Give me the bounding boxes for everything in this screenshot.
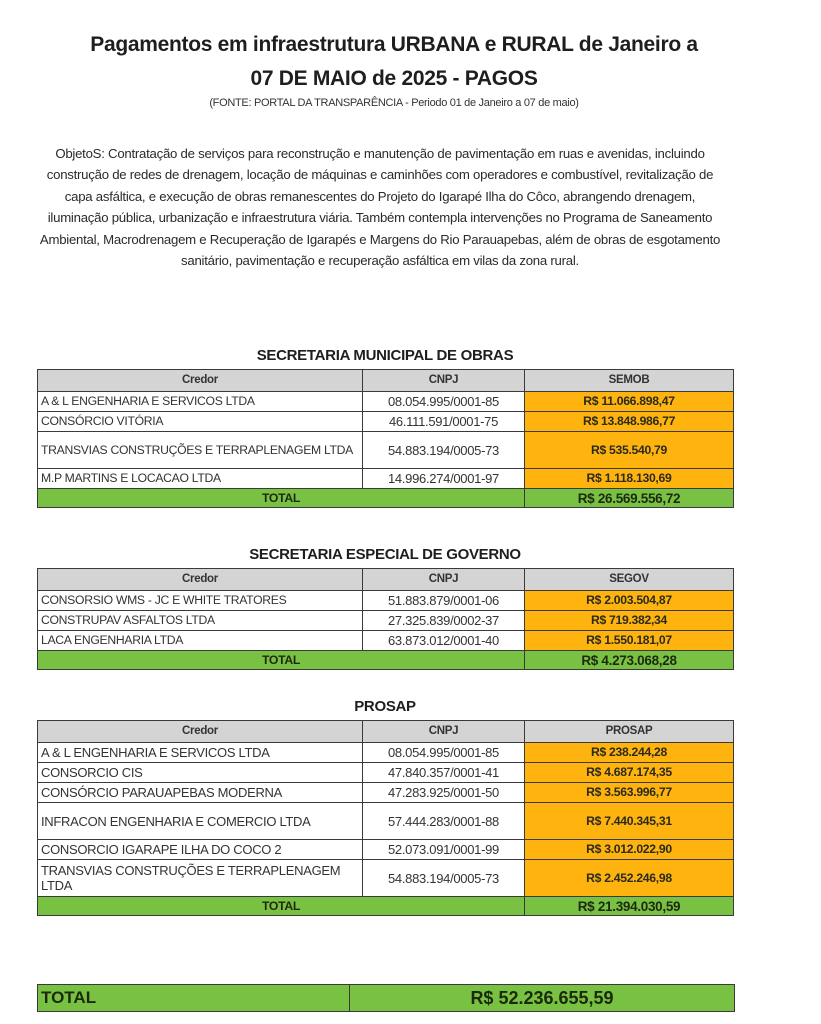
- total-value: R$ 21.394.030,59: [525, 897, 734, 916]
- cell-value: R$ 1.118.130,69: [525, 469, 734, 489]
- table-row: [38, 412, 734, 432]
- table-semob: [37, 369, 734, 508]
- cell-value: R$ 3.012.022,90: [525, 840, 734, 860]
- cell-credor: LACA ENGENHARIA LTDA: [38, 631, 363, 651]
- cell-value: R$ 238.244,28: [525, 743, 734, 763]
- cell-cnpj: 51.883.879/0001-06: [363, 591, 525, 611]
- header-value: SEMOB: [525, 370, 734, 392]
- total-label: TOTAL: [38, 651, 525, 670]
- header-credor: Credor: [38, 569, 363, 591]
- header-cnpj: CNPJ: [363, 721, 525, 743]
- cell-credor: INFRACON ENGENHARIA E COMERCIO LTDA: [38, 803, 363, 840]
- cell-value: R$ 13.848.986,77: [525, 412, 734, 432]
- header-cnpj: CNPJ: [363, 370, 525, 392]
- table-row: [38, 392, 734, 412]
- cell-credor: TRANSVIAS CONSTRUÇÕES E TERRAPLENAGEM LTDA: [38, 432, 363, 469]
- total-row: [38, 651, 734, 670]
- cell-cnpj: 54.883.194/0005-73: [363, 860, 525, 897]
- cell-credor: A & L ENGENHARIA E SERVICOS LTDA: [38, 392, 363, 412]
- cell-value: R$ 1.550.181,07: [525, 631, 734, 651]
- source-note: (FONTE: PORTAL DA TRANSPARÊNCIA - Periodo 01 de Janeiro a 07 de maio): [209, 97, 579, 109]
- cell-cnpj: 54.883.194/0005-73: [363, 432, 525, 469]
- objects-description: ObjetoS: Contratação de serviços para reconstrução e manutenção de pavimentação em ruas e avenidas, incluindo construção de redes de drenagem, locação de máquinas e caminhões com operadores e combustível, revitalização de capa asfáltica, e execução de obras remanescentes do Projeto do Igarapé Ilha do Côco, abrangendo drenagem, iluminação pública, urbanização e infraestrutura viária. Também contempla intervenções no Programa de Saneamento Ambiental, Macrodrenagem e Recuperação de Igarapés e Margens do Rio Parauapebas, além de obras de esgotamento sanitário, pavimentação e recuperação asfáltica em vilas da zona rural.: [39, 146, 721, 269]
- table-segov: [37, 568, 734, 670]
- cell-credor: CONSTRUPAV ASFALTOS LTDA: [38, 611, 363, 631]
- table-row: [38, 591, 734, 611]
- total-value: R$ 4.273.068,28: [525, 651, 734, 670]
- cell-cnpj: 57.444.283/0001-88: [363, 803, 525, 840]
- cell-credor: M.P MARTINS E LOCACAO LTDA: [38, 469, 363, 489]
- cell-cnpj: 08.054.995/0001-85: [363, 743, 525, 763]
- table-header-row: [38, 721, 734, 743]
- cell-credor: CONSORSIO WMS - JC E WHITE TRATORES: [38, 591, 363, 611]
- grand-total-value: R$ 52.236.655,59: [470, 988, 614, 1008]
- total-row: [38, 489, 734, 508]
- table-row: [38, 611, 734, 631]
- table-row: [38, 860, 734, 897]
- cell-credor: CONSÓRCIO VITÓRIA: [38, 412, 363, 432]
- header-cnpj: CNPJ: [363, 569, 525, 591]
- header-credor: Credor: [38, 370, 363, 392]
- cell-credor: CONSÓRCIO PARAUAPEBAS MODERNA: [38, 783, 363, 803]
- table-row: [38, 803, 734, 840]
- table-row: [38, 469, 734, 489]
- cell-value: R$ 2.003.504,87: [525, 591, 734, 611]
- cell-value: R$ 11.066.898,47: [525, 392, 734, 412]
- total-label: TOTAL: [38, 897, 525, 916]
- cell-value: R$ 2.452.246,98: [525, 860, 734, 897]
- table-header-row: [38, 370, 734, 392]
- document-title-line-2: 07 DE MAIO de 2025 - PAGOS: [250, 67, 538, 90]
- table-row: [38, 743, 734, 763]
- cell-value: R$ 3.563.996,77: [525, 783, 734, 803]
- cell-value: R$ 535.540,79: [525, 432, 734, 469]
- section-title-segov: SECRETARIA ESPECIAL DE GOVERNO: [249, 546, 521, 563]
- section-title-prosap: PROSAP: [354, 698, 416, 715]
- cell-cnpj: 27.325.839/0002-37: [363, 611, 525, 631]
- grand-total-bar: [37, 984, 735, 1012]
- table-row: [38, 631, 734, 651]
- total-label: TOTAL: [38, 489, 525, 508]
- cell-cnpj: 63.873.012/0001-40: [363, 631, 525, 651]
- header-value: PROSAP: [525, 721, 734, 743]
- cell-credor: CONSORCIO CIS: [38, 763, 363, 783]
- table-header-row: [38, 569, 734, 591]
- table-prosap: [37, 720, 734, 916]
- cell-value: R$ 7.440.345,31: [525, 803, 734, 840]
- header-value: SEGOV: [525, 569, 734, 591]
- cell-cnpj: 47.283.925/0001-50: [363, 783, 525, 803]
- table-row: [38, 432, 734, 469]
- cell-cnpj: 08.054.995/0001-85: [363, 392, 525, 412]
- section-title-semob: SECRETARIA MUNICIPAL DE OBRAS: [256, 347, 514, 364]
- table-row: [38, 840, 734, 860]
- total-value: R$ 26.569.556,72: [525, 489, 734, 508]
- cell-cnpj: 47.840.357/0001-41: [363, 763, 525, 783]
- total-row: [38, 897, 734, 916]
- cell-value: R$ 719.382,34: [525, 611, 734, 631]
- cell-cnpj: 52.073.091/0001-99: [363, 840, 525, 860]
- grand-total-label: TOTAL: [38, 985, 350, 1011]
- cell-credor: TRANSVIAS CONSTRUÇÕES E TERRAPLENAGEM LTDA: [38, 860, 363, 897]
- cell-value: R$ 4.687.174,35: [525, 763, 734, 783]
- cell-credor: CONSORCIO IGARAPE ILHA DO COCO 2: [38, 840, 363, 860]
- cell-cnpj: 46.111.591/0001-75: [363, 412, 525, 432]
- header-credor: Credor: [38, 721, 363, 743]
- cell-credor: A & L ENGENHARIA E SERVICOS LTDA: [38, 743, 363, 763]
- document-title-line-1: Pagamentos em infraestrutura URBANA e RURAL de Janeiro a: [90, 33, 698, 56]
- cell-cnpj: 14.996.274/0001-97: [363, 469, 525, 489]
- table-row: [38, 783, 734, 803]
- table-row: [38, 763, 734, 783]
